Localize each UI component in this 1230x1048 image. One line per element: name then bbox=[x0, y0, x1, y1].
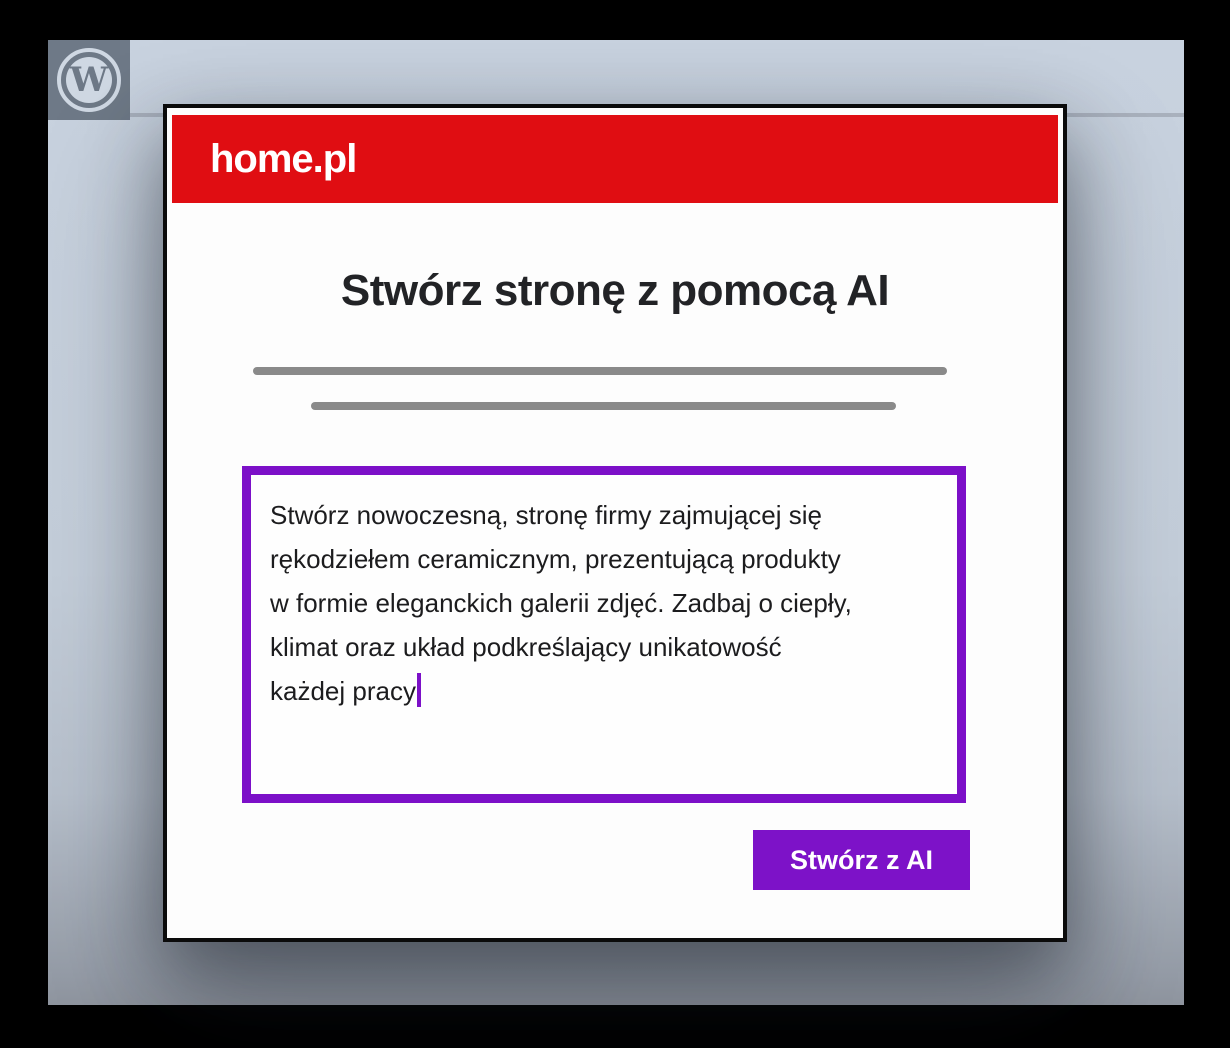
prompt-last-line-text: każdej pracy bbox=[270, 676, 416, 706]
home-pl-logo: home.pl bbox=[210, 136, 357, 181]
create-with-ai-button[interactable] bbox=[753, 830, 970, 890]
prompt-text-line: rękodziełem ceramicznym, prezentującą produkty bbox=[270, 544, 841, 574]
text-cursor bbox=[417, 673, 421, 707]
prompt-text-line: w formie eleganckich galerii zdjęć. Zadbaj o ciepły, bbox=[270, 588, 852, 618]
dialog-title: Stwórz stronę z pomocą AI bbox=[340, 266, 890, 315]
skeleton-line-2 bbox=[311, 402, 896, 410]
skeleton-line-1 bbox=[253, 367, 947, 375]
prompt-text-line bbox=[270, 669, 938, 713]
prompt-text-line: Stwórz nowoczesną, stronę firmy zajmującej się bbox=[270, 500, 822, 530]
wordpress-icon bbox=[53, 44, 125, 116]
create-site-dialog bbox=[163, 104, 1067, 942]
brand-header bbox=[172, 115, 1058, 203]
prompt-text-line: klimat oraz układ podkreślający unikatowość bbox=[270, 632, 782, 662]
create-with-ai-label: Stwórz z AI bbox=[789, 844, 933, 875]
wordpress-tile bbox=[48, 40, 130, 120]
wordpress-w-letter: W bbox=[69, 60, 109, 100]
desktop-backdrop bbox=[48, 40, 1184, 1005]
prompt-input[interactable] bbox=[242, 466, 966, 803]
